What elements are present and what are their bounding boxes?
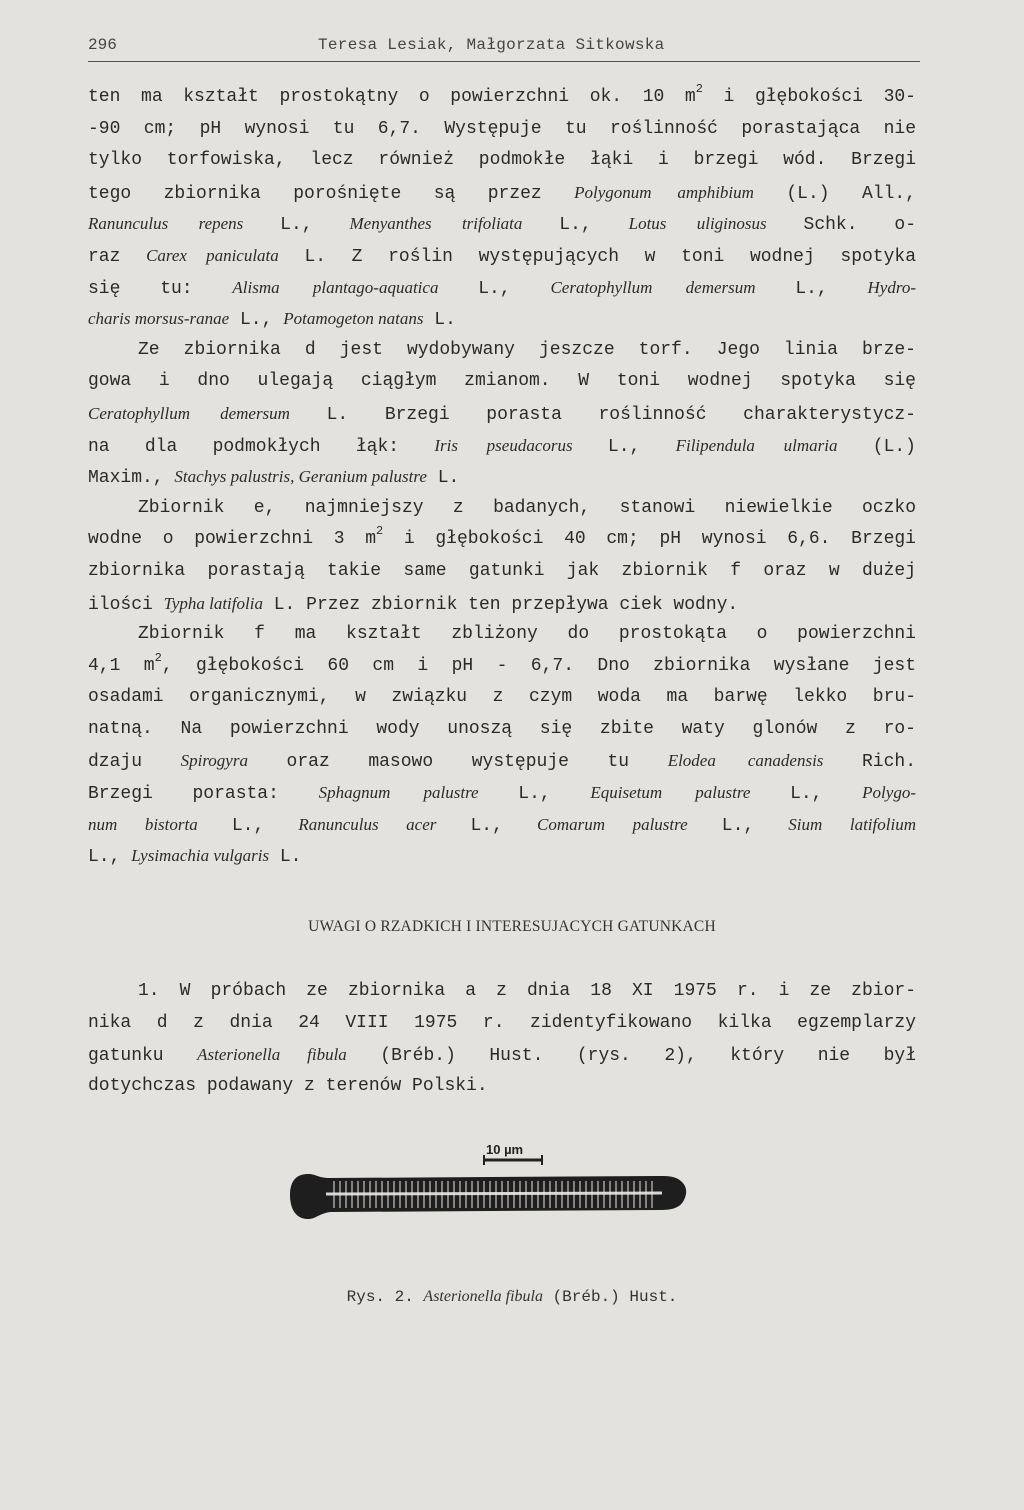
text-run: L., bbox=[572, 436, 676, 457]
text-run: L., bbox=[197, 815, 299, 836]
text-run: L., bbox=[750, 784, 863, 805]
text-run: L., bbox=[522, 215, 629, 236]
text-run: gatunku bbox=[88, 1046, 198, 1067]
caption-label: Rys. 2. bbox=[346, 1288, 424, 1306]
text-line bbox=[88, 398, 916, 430]
text-run: L., bbox=[755, 278, 868, 299]
body-text bbox=[88, 82, 916, 872]
species-name: Hydro- bbox=[867, 277, 916, 297]
figure-asterionella bbox=[290, 1136, 690, 1236]
text-line: osadami organicznymi, w związku z czym woda ma barwę lekko bru- bbox=[88, 687, 916, 708]
text-run: L. Z roślin występujących w toni wodnej spotyka bbox=[278, 246, 917, 267]
species-name: Typha latifolia bbox=[163, 593, 263, 613]
diatom-drawing bbox=[290, 1136, 690, 1236]
superscript: 2 bbox=[154, 650, 162, 665]
text-line bbox=[88, 809, 916, 841]
text-run: Maxim., bbox=[88, 468, 175, 489]
text-line bbox=[88, 524, 916, 556]
text-run: i głębokości 40 cm; pH wynosi 6,6. Brzegi bbox=[383, 529, 916, 550]
diatom-cell bbox=[290, 1174, 686, 1219]
species-name: Lysimachia vulgaris bbox=[131, 846, 270, 866]
text-line bbox=[88, 461, 916, 493]
text-run: L., bbox=[436, 815, 538, 836]
species-name: Alisma plantago-aquatica bbox=[232, 277, 439, 297]
species-name: Ceratophyllum demersum bbox=[88, 403, 290, 423]
text-run: tego zbiornika porośnięte są przez bbox=[88, 183, 575, 204]
text-line bbox=[88, 430, 916, 462]
text-line bbox=[88, 1039, 916, 1071]
text-line: dotychczas podawany z terenów Polski. bbox=[88, 1075, 488, 1096]
running-header-authors: Teresa Lesiak, Małgorzata Sitkowska bbox=[318, 36, 665, 54]
text-line bbox=[88, 303, 916, 335]
text-run: Schk. o- bbox=[766, 215, 917, 236]
species-name: Spirogyra bbox=[180, 751, 248, 771]
text-run: (L.) All., bbox=[753, 183, 916, 204]
text-line bbox=[88, 840, 916, 872]
species-name: Elodea canadensis bbox=[667, 751, 824, 771]
section-heading: UWAGI O RZADKICH I INTERESUJACYCH GATUNKACH bbox=[308, 918, 716, 935]
text-run: raz bbox=[88, 246, 147, 267]
text-run: L., bbox=[478, 784, 591, 805]
text-run: L., bbox=[88, 847, 132, 868]
text-run: i głębokości 30- bbox=[702, 87, 916, 107]
text-run: (L.) bbox=[837, 436, 916, 457]
section-text bbox=[88, 976, 916, 1102]
text-run: (Bréb.) Hust. (rys. 2), który nie był bbox=[346, 1046, 916, 1067]
text-line: gowa i dno ulegają ciągłym zmianom. W toni wodnej spotyka się bbox=[88, 371, 916, 392]
species-name: Polygonum amphibium bbox=[574, 182, 754, 202]
text-line: Ze zbiornika d jest wydobywany jeszcze torf. Jego linia brze- bbox=[138, 339, 916, 360]
text-run: dzaju bbox=[88, 752, 181, 773]
species-name: Filipendula ulmaria bbox=[675, 435, 838, 455]
text-line bbox=[88, 651, 916, 683]
text-run: Brzegi porasta: bbox=[88, 784, 319, 805]
species-name: Sium latifolium bbox=[788, 814, 916, 834]
species-name: Sphagnum palustre bbox=[318, 783, 479, 803]
text-run: na dla podmokłych łąk: bbox=[88, 436, 435, 457]
species-name: num bistorta bbox=[88, 814, 198, 834]
superscript: 2 bbox=[376, 524, 384, 539]
text-line: Zbiornik e, najmniejszy z badanych, stanowi niewielkie oczko bbox=[138, 497, 916, 518]
text-line bbox=[88, 82, 916, 114]
text-line: tylko torfowiska, lecz również podmokłe łąki i brzegi wód. Brzegi bbox=[88, 150, 916, 171]
species-name: Menyanthes trifoliata bbox=[349, 214, 523, 234]
text-line: -90 cm; pH wynosi tu 6,7. Występuje tu roślinność porastająca nie bbox=[88, 118, 916, 139]
text-line bbox=[88, 745, 916, 777]
text-line: nika d z dnia 24 VIII 1975 r. zidentyfikowano kilka egzemplarzy bbox=[88, 1012, 916, 1033]
page-number: 296 bbox=[88, 36, 117, 54]
text-run: wodne o powierzchni 3 m bbox=[88, 529, 376, 550]
species-name: Polygo- bbox=[862, 783, 916, 803]
text-line bbox=[88, 272, 916, 304]
species-name: Lotus uliginosus bbox=[628, 214, 767, 234]
text-line bbox=[88, 177, 916, 209]
text-run: L. bbox=[426, 468, 460, 489]
text-line bbox=[88, 240, 916, 272]
superscript: 2 bbox=[695, 82, 703, 96]
text-run: Rich. bbox=[823, 752, 917, 773]
species-name: Carex paniculata bbox=[146, 245, 279, 265]
text-line bbox=[88, 208, 916, 240]
running-header bbox=[88, 36, 920, 62]
caption-author: (Bréb.) Hust. bbox=[542, 1288, 678, 1306]
text-line bbox=[88, 588, 916, 620]
species-name: Ranunculus repens bbox=[88, 214, 244, 234]
species-name: Comarum palustre bbox=[537, 814, 688, 834]
text-run: L., bbox=[687, 815, 789, 836]
diatom-outline bbox=[290, 1174, 686, 1219]
text-line: zbiornika porastają takie same gatunki jak zbiornik f oraz w dużej bbox=[88, 560, 916, 581]
text-line: Zbiornik f ma kształt zbliżony do prostokąta o powierzchni bbox=[138, 624, 916, 645]
text-line: natną. Na powierzchni wody unoszą się zbite waty glonów z ro- bbox=[88, 718, 916, 739]
text-run: L. bbox=[269, 847, 302, 868]
text-run: L. Brzegi porasta roślinność charakterystycz- bbox=[289, 404, 916, 425]
species-name: Iris pseudacorus bbox=[434, 435, 573, 455]
text-run: się tu: bbox=[88, 278, 233, 299]
text-run: , głębokości 60 cm i pH - 6,7. Dno zbiornika wysłane jest bbox=[161, 655, 917, 676]
species-name: Equisetum palustre bbox=[590, 783, 751, 803]
species-name: Stachys palustris, Geranium palustre bbox=[174, 467, 427, 487]
text-run: L., bbox=[243, 215, 350, 236]
text-line bbox=[88, 777, 916, 809]
species-name: Asterionella fibula bbox=[423, 1288, 543, 1305]
text-run: L. bbox=[423, 310, 456, 331]
scale-bar-label: 10 µm bbox=[486, 1142, 524, 1157]
text-run: ilości bbox=[88, 594, 164, 615]
species-name: Ceratophyllum demersum bbox=[550, 277, 756, 297]
figure-caption bbox=[0, 1288, 1024, 1306]
text-run: L. Przez zbiornik ten przepływa ciek wodny. bbox=[262, 594, 739, 615]
species-name: Asterionella fibula bbox=[197, 1045, 347, 1065]
species-name: Potamogeton natans bbox=[283, 309, 424, 329]
text-run: L., bbox=[438, 278, 551, 299]
text-run: oraz masowo występuje tu bbox=[247, 752, 668, 773]
text-run: ten ma kształt prostokątny o powierzchni ok. 10 m bbox=[88, 87, 696, 107]
species-name: Ranunculus acer bbox=[298, 814, 437, 834]
species-name: charis morsus-ranae bbox=[88, 309, 230, 329]
text-line: 1. W próbach ze zbiornika a z dnia 18 XI 1975 r. i ze zbior- bbox=[138, 981, 916, 1001]
text-run: L., bbox=[229, 310, 284, 331]
text-run: 4,1 m bbox=[88, 655, 155, 676]
